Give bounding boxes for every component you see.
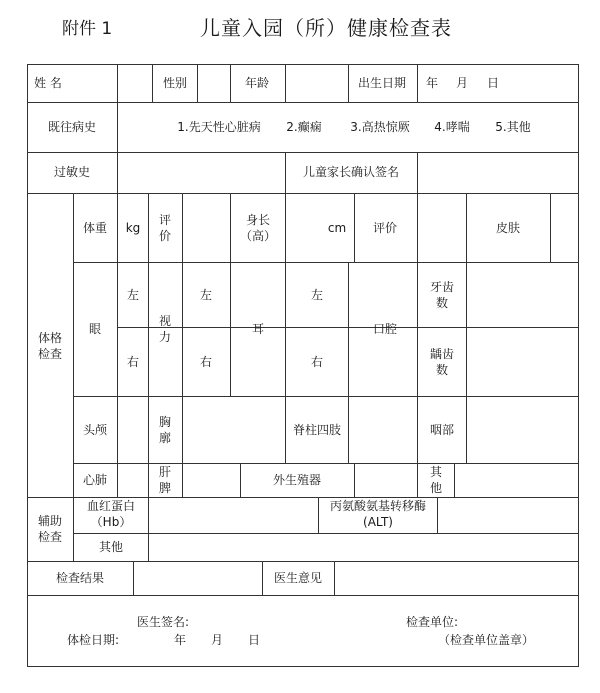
history-option-2: 2.癫痫 bbox=[286, 119, 322, 134]
spine-limbs-label: 脊柱四肢 bbox=[292, 422, 342, 437]
doctor-signature-label: 医生签名: bbox=[137, 614, 190, 629]
weight-unit: kg bbox=[125, 220, 141, 235]
head-label: 头颅 bbox=[82, 422, 108, 437]
exam-day-label: 日 bbox=[247, 632, 261, 647]
heart-lung-label: 心肺 bbox=[82, 472, 108, 487]
gender-label: 性别 bbox=[162, 75, 188, 90]
parent-signature-label: 儿童家长确认签名 bbox=[302, 164, 400, 179]
form-title: 儿童入园（所）健康检查表 bbox=[200, 16, 452, 40]
birth-year-label: 年 bbox=[425, 75, 439, 90]
birth-date-label: 出生日期 bbox=[357, 75, 407, 90]
vision-label: 视力 bbox=[158, 313, 171, 344]
weight-label: 体重 bbox=[82, 220, 108, 235]
teeth-count-label: 牙齿数 bbox=[429, 279, 454, 310]
eye-label: 眼 bbox=[88, 321, 102, 336]
liver-spleen-label: 肝脾 bbox=[158, 464, 171, 495]
hemoglobin-label: 血红蛋白（Hb） bbox=[86, 498, 135, 529]
skin-label: 皮肤 bbox=[495, 220, 521, 235]
birth-month-label: 月 bbox=[455, 75, 469, 90]
oral-label: 口腔 bbox=[372, 321, 398, 336]
allergy-label: 过敏史 bbox=[53, 164, 91, 179]
vision-right-label: 右 bbox=[199, 354, 213, 369]
history-label: 既往病史 bbox=[47, 119, 97, 134]
result-label: 检查结果 bbox=[55, 570, 105, 585]
alt-label: 丙氨酸氨基转移酶(ALT) bbox=[329, 498, 426, 529]
eye-left-label: 左 bbox=[126, 287, 140, 302]
name-label: 姓 名 bbox=[34, 75, 62, 90]
height-label: 身长（高） bbox=[239, 212, 276, 243]
ear-label: 耳 bbox=[251, 321, 265, 336]
vision-left-label: 左 bbox=[199, 287, 213, 302]
exam-year-label: 年 bbox=[173, 632, 187, 647]
history-option-3: 3.高热惊厥 bbox=[350, 119, 410, 134]
birth-day-label: 日 bbox=[486, 75, 500, 90]
auxiliary-other-label: 其他 bbox=[98, 539, 124, 554]
exam-unit-label: 检查单位: bbox=[406, 614, 459, 629]
throat-label: 咽部 bbox=[429, 422, 455, 437]
chest-label: 胸廓 bbox=[158, 414, 171, 445]
physical-exam-section-label: 体格检查 bbox=[37, 330, 62, 361]
exam-month-label: 月 bbox=[210, 632, 224, 647]
auxiliary-section-label: 辅助检查 bbox=[37, 513, 62, 544]
doctor-opinion-label: 医生意见 bbox=[273, 570, 323, 585]
age-label: 年龄 bbox=[244, 75, 270, 90]
ear-left-label: 左 bbox=[310, 287, 324, 302]
eye-right-label: 右 bbox=[126, 354, 140, 369]
exam-date-label: 体检日期: bbox=[67, 632, 120, 647]
caries-count-label: 龋齿数 bbox=[429, 346, 454, 377]
genitals-label: 外生殖器 bbox=[272, 472, 322, 487]
history-option-4: 4.哮喘 bbox=[434, 119, 470, 134]
ear-right-label: 右 bbox=[310, 354, 324, 369]
history-option-5: 5.其他 bbox=[495, 119, 531, 134]
weight-evaluation-label: 评价 bbox=[158, 212, 171, 243]
height-evaluation-label: 评价 bbox=[372, 220, 398, 235]
unit-stamp-label: （检查单位盖章） bbox=[438, 632, 535, 647]
other-exam-label: 其他 bbox=[429, 464, 442, 495]
attachment-label: 附件 1 bbox=[62, 19, 113, 39]
history-option-1: 1.先天性心脏病 bbox=[177, 119, 261, 134]
height-unit: cm bbox=[327, 220, 347, 235]
